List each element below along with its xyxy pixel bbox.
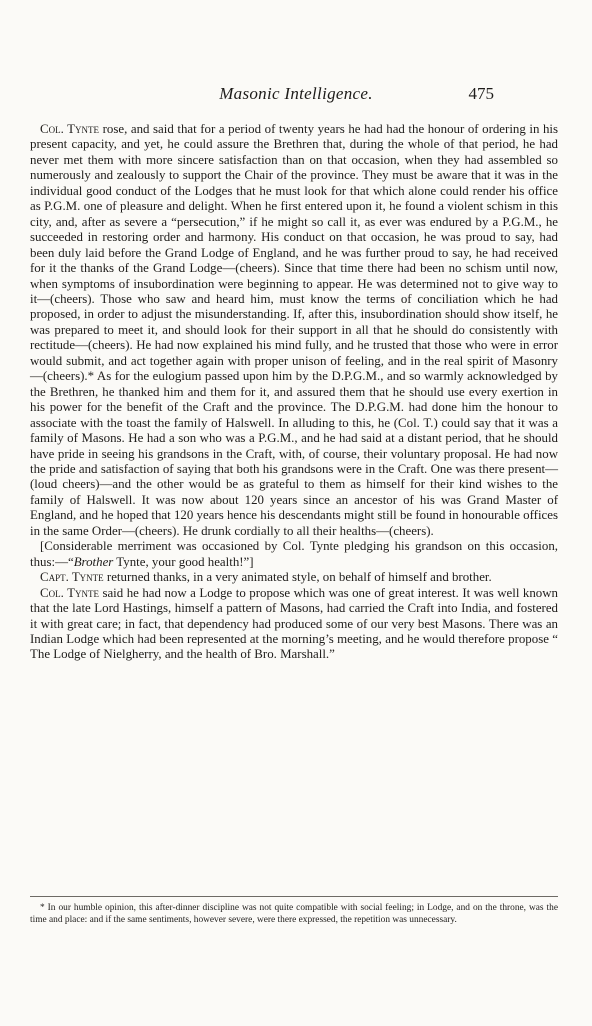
- page-number: 475: [468, 84, 494, 103]
- speaker-name: Col. Tynte: [40, 585, 99, 600]
- paragraph-text: Tynte, your good health!”]: [113, 554, 254, 569]
- speaker-name: Capt. Tynte: [40, 570, 104, 585]
- paragraph-text: rose, and said that for a period of twenty years he had had the honour of ordering in his present capacity, and yet, he could assure the Brethren that, during the whole of that period, he had never met them with more sincere satisfaction than on that occasion, when they had assembled so numerously and zealously to support the Chair of the province. They must be aware that it was in the individual good conduct of the Lodges that he must look for that which alone could render his office as P.G.M. one of pleasure and delight. When he first entered upon it, he found a violent schism in this city, and, after as severe a “persecution,” if he might so call it, as ever was endured by a P.G.M., he succeeded in restoring order and harmony. His conduct on that occasion, he was proud to say, had been duly laid before the Grand Lodge of England, and he was further proud to say, he had received for it the thanks of the Grand Lodge—(cheers). Since that time there had been no schism until now, when symptoms of insubordination were beginning to appear. He was determined not to give way to it—(cheers). Those who saw and heard him, must know the terms of conciliation which he had proposed, in order to adjust the misunderstanding. If, after this, insubordination should show itself, he was prepared to meet it, and should look for their support in all that he should do consistently with rectitude—(cheers). He had now explained his mind fully, and he trusted that those who were in error would submit, and act together again with proper unison of feeling, and in the real spirit of Masonry—(cheers).* As for the eulogium passed upon him by the D.P.G.M., and so warmly acknowledged by the Brethren, he thanked him and them for it, and assured them that he should use every exertion in his power for the benefit of the Craft and the province. The D.P.G.M. had done him the honour to associate with the toast the family of Halswell. In alluding to this, he (Col. T.) could say that it was a family of Masons. He had a son who was a P.G.M., and he had said at a distant period, that he should have pride in seeing his grandsons in the Craft, with, of course, their voluntary proposal. He had now the pride and satisfaction of saying that both his grandsons were in the Craft. One was there present—(loud cheers)—and the other would be as grateful to them as himself for their kind wishes to the family of Halswell. It was now about 120 years since an ancestor of his was Grand Master of England, and he hoped that 120 years hence his descendants might still be found in honourable offices in the same Order—(cheers). He drunk cordially to all their healths—(cheers).: [30, 122, 558, 538]
- speaker-name: Col. Tynte: [40, 122, 100, 136]
- paragraph-text: said he had now a Lodge to propose which was one of great interest. It was well known that the late Lord Hastings, himself a pattern of Masons, had carried the Craft into India, and fostered it with great care; in fact, that dependency had produced some of our very best Masons. There was an Indian Lodge which had been represented at the morning’s meeting, and he would therefore propose “ The Lodge of Nielgherry, and the health of Bro. Marshall.”: [30, 585, 558, 662]
- paragraph-text: [Considerable merriment was occasioned by Col. Tynte pledging his grandson on this occasion, thus:—“: [30, 539, 558, 569]
- footnote-divider: [30, 896, 558, 897]
- paragraph-col-tynte-speech: [30, 122, 558, 539]
- running-title: Masonic Intelligence.: [219, 84, 373, 103]
- paragraph-merriment-note: [30, 539, 558, 570]
- body-text: [30, 122, 558, 663]
- footnote: * In our humble opinion, this after-dinner discipline was not quite compatible with social feeling; in Lodge, and on the throne, was the time and place: and if the same sentiments, however severe, were there expressed, the repetition was unnecessary.: [30, 903, 558, 925]
- page-header: [0, 84, 592, 110]
- paragraph-text: returned thanks, in a very animated style, on behalf of himself and brother.: [103, 570, 492, 585]
- italic-emphasis: Brother: [73, 554, 114, 569]
- paragraph-lodge-toast: [30, 586, 558, 663]
- paragraph-capt-tynte-thanks: [30, 570, 558, 585]
